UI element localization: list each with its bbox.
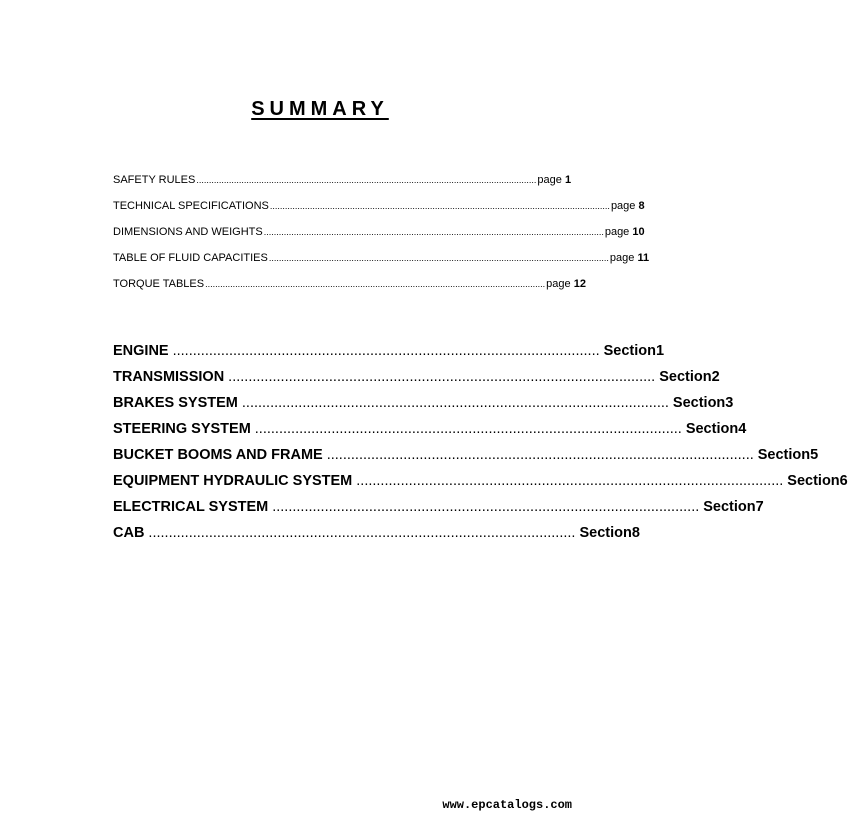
leader-dots: .......................................................................................................... [356,473,784,489]
section-entry-number: Section 6 [787,473,848,489]
toc-entry-label: TABLE OF FLUID CAPACITIES [113,252,268,264]
toc-entry-page: page 11 [609,252,650,264]
page-title: SUMMARY [251,98,389,120]
section-entry-label: ELECTRICAL SYSTEM [113,499,269,515]
section-entry-number: Section 8 [579,525,640,541]
section-entry-steering-system [113,421,747,447]
section-entry-label: BRAKES SYSTEM [113,395,238,411]
section-entry-electrical-system [113,499,764,525]
section-entry-transmission [113,369,720,395]
leader-dots: ........................................................................................................................................ [205,279,546,289]
leader-dots: ........................................................................................................................................ [268,253,609,263]
section-entry-label: CAB [113,525,145,541]
leader-dots: .......................................................................................................... [241,395,669,411]
section-entry-label: ENGINE [113,343,169,359]
section-entry-engine [113,343,665,369]
section-entry-number: Section 5 [757,447,819,463]
toc-entry-label: TECHNICAL SPECIFICATIONS [113,200,269,212]
leader-dots: .......................................................................................................... [148,525,576,541]
toc-entry-torque-tables [113,278,586,304]
footer-url: www.epcatalogs.com [442,798,572,812]
section-entry-number: Section 2 [659,369,720,385]
toc-entry-page: page 8 [610,200,645,212]
section-entry-label: STEERING SYSTEM [113,421,251,437]
toc-entry-page: page 1 [537,174,572,186]
section-entry-number: Section 7 [703,499,764,515]
leader-dots: .......................................................................................................... [172,343,600,359]
toc-entry-label: SAFETY RULES [113,174,196,186]
section-entry-number: Section 3 [672,395,734,411]
leader-dots: ........................................................................................................................................ [196,175,537,185]
toc-entry-technical-specifications [113,200,645,226]
section-entry-bucket-booms-and-frame [113,447,819,473]
leader-dots: .......................................................................................................... [254,421,682,437]
leader-dots: .......................................................................................................... [326,447,754,463]
section-entry-label: BUCKET BOOMS AND FRAME [113,447,323,463]
toc-entry-label: TORQUE TABLES [113,278,205,290]
leader-dots: .......................................................................................................... [272,499,700,515]
section-entry-equipment-hydraulic-system [113,473,848,499]
section-entry-label: TRANSMISSION [113,369,225,385]
toc-entry-page: page 10 [604,226,645,238]
sections-toc [113,343,848,551]
toc-entry-dimensions-and-weights [113,226,645,252]
toc-entry-table-of-fluid-capacities [113,252,650,278]
summary-toc [113,174,650,304]
toc-entry-page: page 12 [546,278,586,290]
section-entry-number: Section 4 [685,421,747,437]
toc-entry-label: DIMENSIONS AND WEIGHTS [113,226,263,238]
leader-dots: .......................................................................................................... [228,369,656,385]
leader-dots: ........................................................................................................................................ [269,201,610,211]
section-entry-brakes-system [113,395,734,421]
section-entry-number: Section 1 [603,343,665,359]
section-entry-label: EQUIPMENT HYDRAULIC SYSTEM [113,473,353,489]
toc-entry-safety-rules [113,174,572,200]
leader-dots: ........................................................................................................................................ [263,227,604,237]
section-entry-cab [113,525,640,551]
